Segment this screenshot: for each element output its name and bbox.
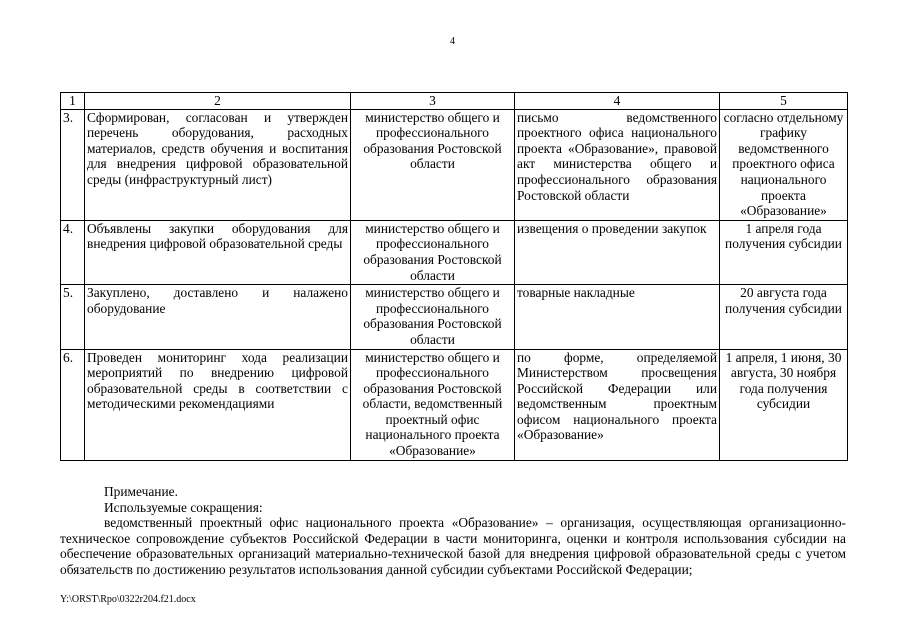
responsible-cell: министерство общего и профессионального образования Ростовской области xyxy=(351,109,515,220)
table-row xyxy=(61,349,848,460)
responsible-cell: министерство общего и профессионального образования Ростовской области xyxy=(351,220,515,284)
row-number: 4. xyxy=(61,220,85,284)
header-cell: 1 xyxy=(61,93,85,110)
header-cell: 5 xyxy=(720,93,848,110)
event-cell: Сформирован, согласован и утвержден перечень оборудования, расходных материалов, средств обучения и воспитания для внедрения цифровой образовательной среды (инфраструктурный лист) xyxy=(85,109,351,220)
table-row xyxy=(61,109,848,220)
deadline-cell: 1 апреля года получения субсидии xyxy=(720,220,848,284)
table-row xyxy=(61,285,848,349)
events-table xyxy=(60,92,848,461)
header-cell: 3 xyxy=(351,93,515,110)
responsible-cell: министерство общего и профессионального образования Ростовской области, ведомственный проектный офис национального проекта «Образование» xyxy=(351,349,515,460)
event-cell: Объявлены закупки оборудования для внедрения цифровой образовательной среды xyxy=(85,220,351,284)
file-path: Y:\ORST\Rpo\0322r204.f21.docx xyxy=(60,594,196,605)
event-cell: Закуплено, доставлено и налажено оборудование xyxy=(85,285,351,349)
deadline-cell: 20 августа года получения субсидии xyxy=(720,285,848,349)
header-cell: 2 xyxy=(85,93,351,110)
document-cell: по форме, определяемой Министерством просвещения Российской Федерации или ведомственным проектным офисом национального проекта «Образование» xyxy=(515,349,720,460)
abbreviation-definition: ведомственный проектный офис национального проекта «Образование» – организация, осуществляющая организационно-техническое сопровождение субъектов Российской Федерации в части мониторинга, оценки и контроля использования субсидии на обеспечение образовательных организаций материально-технической базой для внедрения цифровой образовательной среды с учетом обязательств по достижению результатов использования данной субсидии субъектами Российской Федерации; xyxy=(60,515,846,577)
document-cell: извещения о проведении закупок xyxy=(515,220,720,284)
document-cell: товарные накладные xyxy=(515,285,720,349)
row-number: 6. xyxy=(61,349,85,460)
notes-title: Примечание. xyxy=(104,484,178,499)
row-number: 3. xyxy=(61,109,85,220)
deadline-cell: 1 апреля, 1 июня, 30 августа, 30 ноября года получения субсидии xyxy=(720,349,848,460)
row-number: 5. xyxy=(61,285,85,349)
deadline-cell: согласно отдельному графику ведомственного проектного офиса национального проекта «Образование» xyxy=(720,109,848,220)
page-number: 4 xyxy=(450,36,455,47)
document-cell: письмо ведомственного проектного офиса национального проекта «Образование», правовой акт министерства общего и профессионального образования Ростовской области xyxy=(515,109,720,220)
table-header-row xyxy=(61,93,848,110)
event-cell: Проведен мониторинг хода реализации мероприятий по внедрению цифровой образовательной среды в соответствии с методическими рекомендациями xyxy=(85,349,351,460)
responsible-cell: министерство общего и профессионального образования Ростовской области xyxy=(351,285,515,349)
notes-section xyxy=(60,484,846,578)
abbreviations-heading: Используемые сокращения: xyxy=(104,499,263,515)
table-row xyxy=(61,220,848,284)
header-cell: 4 xyxy=(515,93,720,110)
